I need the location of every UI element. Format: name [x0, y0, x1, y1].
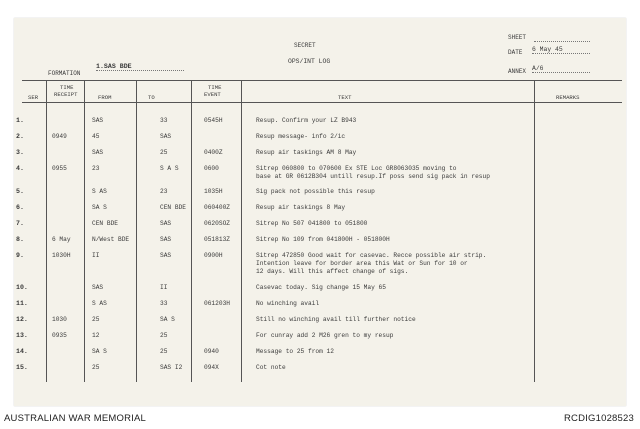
row-time-event: 0400Z [204, 149, 223, 156]
row-text-line: Resup air taskings 8 May [256, 204, 346, 211]
row-from: II [92, 252, 100, 259]
row-to: SAS [160, 236, 172, 243]
row-time-event: 0900H [204, 252, 223, 259]
column-header-remarks: REMARKS [556, 94, 580, 101]
row-time-event: 0545H [204, 117, 223, 124]
row-text-line: Sitrep No 507 041800 to 051800 [256, 220, 368, 227]
row-text-line: Cot note [256, 364, 286, 371]
row-to: 23 [160, 188, 168, 195]
row-to: S A S [160, 165, 179, 172]
row-to: SAS [160, 252, 172, 259]
row-from: S AS [92, 300, 107, 307]
row-to: 25 [160, 332, 168, 339]
row-time-event: 0940 [204, 348, 219, 355]
row-text-line: Resup. Confirm your LZ B943 [256, 117, 357, 124]
formation-label: FORMATION [48, 70, 81, 77]
row-time-receipt: 6 May [52, 236, 71, 243]
footer-record-id: RCDIG1028523 [564, 413, 634, 424]
row-text-line: No winching avail [256, 300, 320, 307]
row-text-line: For cunray add 2 M26 gren to my resup [256, 332, 394, 339]
row-text-line: Message to 25 from 12 [256, 348, 334, 355]
row-ser: 5. [16, 188, 24, 195]
row-time-receipt: 1030 [52, 316, 67, 323]
annex-value: A/6 [532, 65, 590, 73]
row-from: 45 [92, 133, 100, 140]
row-from: 25 [92, 364, 100, 371]
row-to: SAS [160, 133, 172, 140]
row-ser: 3. [16, 149, 24, 156]
column-divider [84, 80, 85, 382]
column-divider [241, 80, 242, 382]
row-time-event: 061203H [204, 300, 230, 307]
sheet-label: SHEET [508, 34, 527, 41]
row-to: 25 [160, 348, 168, 355]
row-time-event: 0620SOZ [204, 220, 230, 227]
column-divider [534, 80, 535, 382]
row-text-line: Intention leave for border area this Wat or Sun for 10 or [256, 260, 468, 267]
row-from: CEN BDE [92, 220, 118, 227]
row-text-line: base at GR 0612B304 untill resup.If poss send sig pack in resup [256, 173, 490, 180]
row-to: SAS I2 [160, 364, 183, 371]
row-from: S AS [92, 188, 107, 195]
row-time-receipt: 1030H [52, 252, 71, 259]
row-ser: 1. [16, 117, 24, 124]
footer-archive-name: AUSTRALIAN WAR MEMORIAL [4, 413, 147, 424]
row-ser: 11. [16, 300, 28, 307]
row-from: SAS [92, 284, 104, 291]
table-top-rule [22, 80, 622, 81]
row-ser: 6. [16, 204, 24, 211]
row-ser: 12. [16, 316, 28, 323]
row-time-receipt: 0955 [52, 165, 67, 172]
row-from: SA S [92, 348, 107, 355]
row-to: 33 [160, 300, 168, 307]
column-header-time-receipt-1: TIME [60, 84, 74, 91]
row-to: 33 [160, 117, 168, 124]
row-ser: 9. [16, 252, 24, 259]
column-header-from: FROM [98, 94, 112, 101]
column-divider [46, 80, 47, 382]
column-header-ser: SER [28, 94, 39, 101]
sheet-value [534, 34, 590, 42]
row-text-line: Sitrep No 109 from 041800H - 051800H [256, 236, 390, 243]
log-sheet [14, 18, 626, 406]
row-from: SA S [92, 204, 107, 211]
row-time-receipt: 0949 [52, 133, 67, 140]
row-text-line: 12 days. Will this affect change of sigs. [256, 268, 409, 275]
log-title: OPS/INT LOG [288, 58, 331, 65]
row-text-line: Sitrep 472850 Good wait for casevac. Recce possible air strip. [256, 252, 487, 259]
row-ser: 13. [16, 332, 28, 339]
row-text-line: Casevac today. Sig change 15 May 65 [256, 284, 386, 291]
classification-label: SECRET [294, 42, 316, 49]
column-header-text: TEXT [338, 94, 352, 101]
row-ser: 2. [16, 133, 24, 140]
column-header-to: TO [148, 94, 155, 101]
row-to: 25 [160, 149, 168, 156]
row-text-line: Sitrep 060800 to 070600 Ex STE Loc GR8063035 moving to [256, 165, 457, 172]
row-ser: 15. [16, 364, 28, 371]
column-header-time-receipt-2: RECEIPT [54, 91, 78, 98]
row-text-line: Resup air taskings AM 8 May [256, 149, 357, 156]
row-from: N/West BDE [92, 236, 130, 243]
annex-label: ANNEX [508, 68, 527, 75]
row-to: SA S [160, 316, 175, 323]
row-ser: 14. [16, 348, 28, 355]
row-ser: 4. [16, 165, 24, 172]
row-text-line: Resup message- info 2/ic [256, 133, 346, 140]
row-time-receipt: 0935 [52, 332, 67, 339]
row-from: 25 [92, 316, 100, 323]
row-to: CEN BDE [160, 204, 186, 211]
row-time-event: 051813Z [204, 236, 230, 243]
row-ser: 7. [16, 220, 24, 227]
row-time-event: 1035H [204, 188, 223, 195]
row-from: 23 [92, 165, 100, 172]
row-ser: 8. [16, 236, 24, 243]
row-from: SAS [92, 149, 104, 156]
row-ser: 10. [16, 284, 28, 291]
row-to: II [160, 284, 168, 291]
column-divider [136, 80, 137, 382]
row-time-event: 0600 [204, 165, 219, 172]
row-to: SAS [160, 220, 172, 227]
row-text-line: Sig pack not possible this resup [256, 188, 375, 195]
row-time-event: 094X [204, 364, 219, 371]
date-value: 6 May 45 [532, 46, 590, 54]
row-text-line: Still no winching avail till further notice [256, 316, 416, 323]
header-bottom-rule [22, 102, 622, 103]
column-divider [191, 80, 192, 382]
column-header-time-event-2: EVENT [204, 91, 221, 98]
date-label: DATE [508, 49, 523, 56]
column-header-time-event-1: TIME [208, 84, 222, 91]
row-from: 12 [92, 332, 100, 339]
row-from: SAS [92, 117, 104, 124]
formation-value: 1.SAS BDE [96, 63, 184, 71]
row-time-event: 060400Z [204, 204, 230, 211]
